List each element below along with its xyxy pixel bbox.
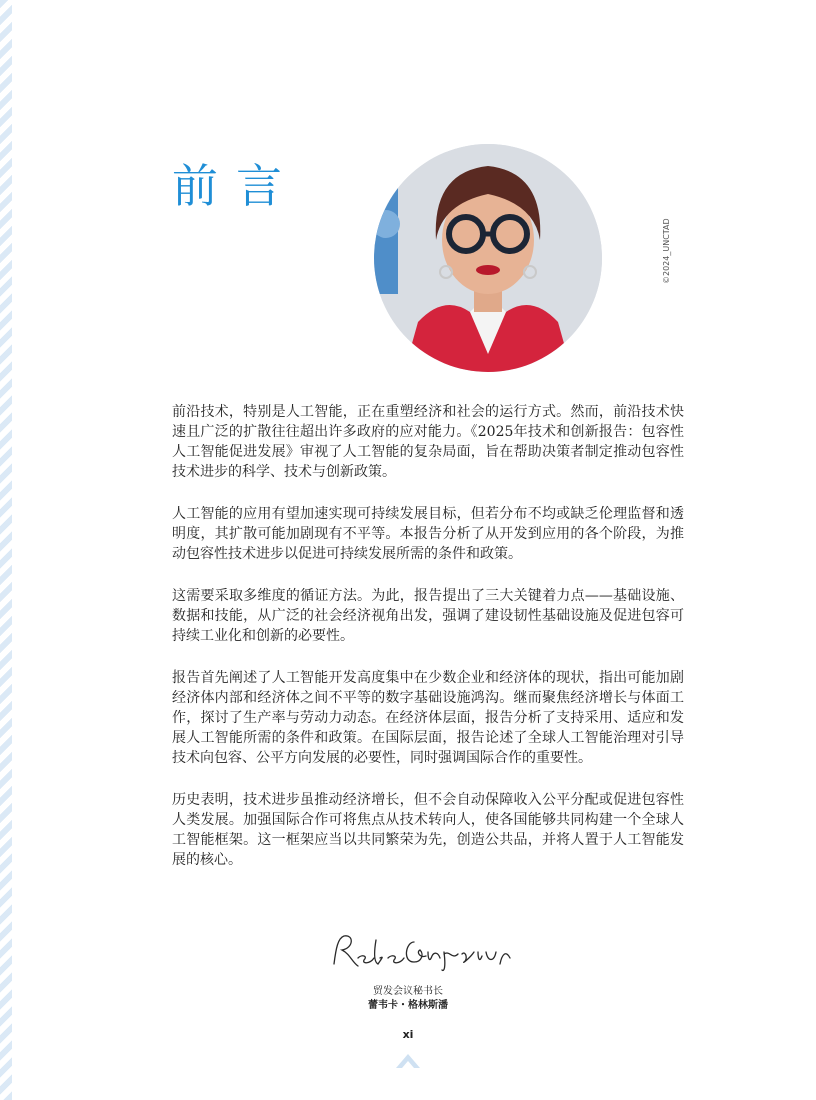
author-portrait bbox=[374, 144, 602, 372]
page-title: 前言 bbox=[172, 159, 300, 213]
decorative-side-stripe bbox=[0, 0, 12, 1100]
handwritten-signature bbox=[328, 928, 518, 974]
paragraph: 前沿技术，特别是人工智能，正在重塑经济和社会的运行方式。然而，前沿技术快速且广泛的扩散往往超出许多政府的应对能力。《2025年技术和创新报告：包容性人工智能促进发展》审视了人工智能的复杂局面，旨在帮助决策者制定推动包容性技术进步的科学、技术与创新政策。 bbox=[172, 404, 684, 480]
paragraph: 人工智能的应用有望加速实现可持续发展目标，但若分布不均或缺乏伦理监督和透明度，其扩散可能加剧现有不平等。本报告分析了从开发到应用的各个阶段，为推动包容性技术进步以促进可持续发展所需的条件和政策。 bbox=[172, 506, 684, 562]
foreword-body bbox=[172, 402, 684, 892]
signatory-name: 蕾韦卡・格林斯潘 bbox=[368, 1000, 448, 1011]
chevron-up-icon bbox=[394, 1048, 422, 1070]
paragraph: 报告首先阐述了人工智能开发高度集中在少数企业和经济体的现状，指出可能加剧经济体内部和经济体之间不平等的数字基础设施鸿沟。继而聚焦经济增长与体面工作，探讨了生产率与劳动力动态。在经济体层面，报告分析了支持采用、适应和发展人工智能所需的条件和政策。在国际层面，报告论述了全球人工智能治理对引导技术向包容、公平方向发展的必要性，同时强调国际合作的重要性。 bbox=[172, 670, 684, 766]
paragraph: 历史表明，技术进步虽推动经济增长，但不会自动保障收入公平分配或促进包容性人类发展。加强国际合作可将焦点从技术转向人，使各国能够共同构建一个全球人工智能框架。这一框架应当以共同繁荣为先，创造公共品，并将人置于人工智能发展的核心。 bbox=[172, 792, 684, 868]
photo-credit: ©2024_UNCTAD bbox=[662, 218, 671, 284]
page-number: xi bbox=[402, 1028, 414, 1041]
signatory-title: 贸发会议秘书长 bbox=[373, 986, 443, 997]
paragraph: 这需要采取多维度的循证方法。为此，报告提出了三大关键着力点——基础设施、数据和技能，从广泛的社会经济视角出发，强调了建设韧性基础设施及促进包容可持续工业化和创新的必要性。 bbox=[172, 588, 684, 644]
portrait-illustration bbox=[374, 144, 602, 372]
